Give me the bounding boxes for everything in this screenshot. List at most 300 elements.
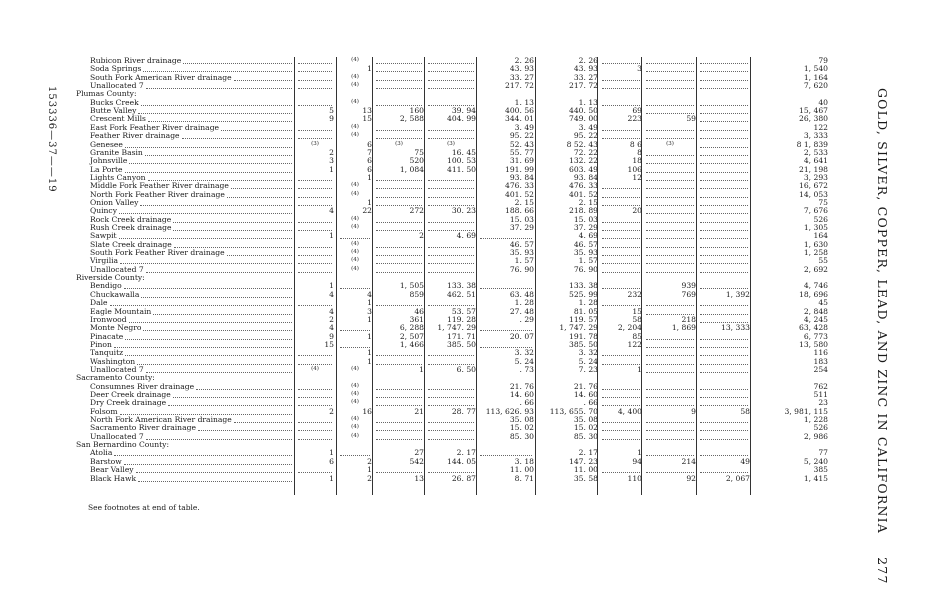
empty-leader — [700, 88, 748, 89]
name-leader — [145, 155, 292, 156]
cell-c8: 223 — [627, 114, 642, 124]
cell-c7: 3. 32 — [578, 348, 598, 358]
row-label: Rush Creek drainage — [90, 223, 172, 232]
cell-c2: 1 — [367, 314, 372, 324]
cell-c7: 440. 50 — [569, 106, 598, 116]
cell-c1: 9 — [329, 331, 334, 341]
row-label: Crescent Mills — [90, 114, 146, 124]
cell-c7: 35. 93 — [573, 248, 598, 258]
cell-c6: 35. 93 — [509, 248, 534, 258]
cell-c4: 39. 94 — [451, 106, 476, 116]
cell-c11: 55 — [818, 256, 828, 266]
row-label: Tanquitz — [90, 348, 124, 358]
cell-c11: 77 — [818, 448, 828, 458]
empty-leader — [646, 372, 694, 373]
empty-leader — [700, 364, 748, 365]
name-leader — [168, 405, 292, 406]
empty-leader — [428, 305, 474, 306]
row-label: South Fork Feather River drainage — [90, 248, 225, 258]
cell-c11: 79 — [818, 56, 828, 65]
name-leader — [141, 105, 292, 106]
cell-c7: 85. 30 — [573, 431, 598, 441]
cell-c11: 116 — [813, 348, 828, 358]
cell-c8: 20 — [632, 206, 642, 216]
cell-c4: 411. 50 — [447, 164, 476, 174]
cell-c7: 1. 57 — [578, 256, 598, 266]
empty-leader — [646, 80, 694, 81]
empty-leader — [428, 422, 474, 423]
cell-c4: 404. 99 — [447, 114, 476, 124]
empty-leader — [602, 188, 640, 189]
cell-c11: 63, 428 — [799, 323, 828, 333]
cell-c6: 35. 08 — [509, 415, 534, 425]
cell-c6: 21. 76 — [509, 381, 534, 391]
cell-c11: 1, 258 — [803, 248, 828, 258]
name-leader — [234, 80, 292, 81]
cell-c3: (3) — [395, 140, 403, 147]
empty-leader — [646, 155, 694, 156]
cell-c11: 8 1, 839 — [796, 139, 828, 149]
empty-leader — [646, 71, 694, 72]
cell-c8: 94 — [632, 456, 642, 466]
name-leader — [173, 230, 292, 231]
cell-c6: 27. 48 — [509, 306, 534, 316]
cell-c8: 2, 204 — [617, 323, 642, 333]
table-row — [0, 82, 942, 90]
empty-leader — [376, 263, 422, 264]
cell-c6: 43. 93 — [509, 64, 534, 74]
cell-c8: 122 — [627, 339, 642, 349]
cell-c11: 1, 415 — [803, 473, 828, 483]
cell-c6: 15. 02 — [509, 423, 534, 433]
empty-leader — [298, 188, 332, 189]
cell-c11: 40 — [818, 97, 828, 107]
name-leader — [227, 197, 292, 198]
cell-c4: 2. 17 — [456, 448, 476, 458]
empty-leader — [298, 180, 332, 181]
row-label: Onion Valley — [90, 197, 139, 207]
cell-c2: (4) — [351, 123, 359, 130]
cell-c6: 85. 30 — [509, 431, 534, 441]
cell-c1: 4 — [329, 206, 334, 216]
row-label: South Fork American River drainage — [90, 72, 232, 82]
cell-c2: 6 — [367, 139, 372, 149]
cell-c9: 218 — [681, 314, 696, 324]
empty-leader — [646, 222, 694, 223]
cell-c2: 4 — [367, 289, 372, 299]
cell-c2: (4) — [351, 432, 359, 439]
name-leader — [198, 430, 292, 431]
empty-leader — [298, 430, 332, 431]
cell-c11: 23 — [818, 398, 828, 408]
cell-c3: 1, 084 — [399, 164, 424, 174]
empty-leader — [700, 105, 748, 106]
empty-leader — [602, 305, 640, 306]
empty-leader — [298, 247, 332, 248]
empty-leader — [428, 263, 474, 264]
cell-c7: 95. 22 — [573, 131, 598, 141]
empty-leader — [428, 439, 474, 440]
empty-leader — [376, 188, 422, 189]
cell-c3: 859 — [409, 289, 424, 299]
empty-leader — [428, 71, 474, 72]
row-label: Riverside County: — [76, 273, 145, 283]
footnote: See footnotes at end of table. — [88, 503, 200, 512]
cell-c6: 3. 32 — [514, 348, 534, 358]
empty-leader — [700, 147, 748, 148]
cell-c11: 2, 692 — [803, 264, 828, 274]
table-row — [0, 458, 942, 466]
empty-leader — [700, 472, 748, 473]
cell-c3: 361 — [409, 314, 424, 324]
cell-c1: (3) — [311, 140, 319, 147]
cell-c2: 1 — [367, 298, 372, 308]
cell-c6: 2. 26 — [514, 56, 534, 65]
cell-c6: . 73 — [519, 364, 534, 374]
empty-leader — [700, 121, 748, 122]
empty-leader — [376, 422, 422, 423]
name-leader — [221, 130, 292, 131]
empty-leader — [602, 430, 640, 431]
cell-c7: 11. 00 — [573, 465, 598, 475]
empty-leader — [700, 222, 748, 223]
cell-c11: 183 — [813, 356, 828, 366]
row-label: Butte Valley — [90, 106, 137, 116]
table-row — [0, 475, 942, 483]
cell-c7: 749. 00 — [569, 114, 598, 124]
cell-c11: 526 — [813, 423, 828, 433]
cell-c4: 133. 38 — [447, 281, 476, 291]
empty-leader — [428, 397, 474, 398]
row-label: Pinon — [90, 339, 112, 349]
cell-c4: 26. 87 — [451, 473, 476, 483]
cell-c2: 1 — [367, 331, 372, 341]
cell-c11: 26, 380 — [799, 114, 828, 124]
cell-c11: 254 — [813, 364, 828, 374]
empty-leader — [646, 130, 694, 131]
row-label: Ironwood — [90, 314, 127, 324]
empty-leader — [602, 355, 640, 356]
row-label: Unallocated 7 — [90, 264, 144, 274]
cell-c3: 2 — [419, 231, 424, 241]
cell-c3: 1, 505 — [399, 281, 424, 291]
empty-leader — [700, 130, 748, 131]
empty-leader — [602, 88, 640, 89]
row-label: North Fork American River drainage — [90, 415, 232, 425]
cell-c7: 119. 57 — [569, 314, 598, 324]
empty-leader — [428, 472, 474, 473]
empty-leader — [602, 63, 640, 64]
cell-c6: 11. 00 — [509, 465, 534, 475]
cell-c2: 13 — [362, 106, 372, 116]
name-leader — [146, 88, 292, 89]
name-leader — [141, 297, 292, 298]
empty-leader — [646, 389, 694, 390]
table-row — [0, 349, 942, 357]
empty-leader — [646, 205, 694, 206]
row-label: Bear Valley — [90, 465, 134, 475]
empty-leader — [376, 439, 422, 440]
empty-leader — [298, 263, 332, 264]
cell-c11: 1, 305 — [803, 223, 828, 232]
cell-c11: 1, 630 — [803, 239, 828, 249]
cell-c6: 8. 71 — [514, 473, 534, 483]
name-leader — [173, 397, 292, 398]
cell-c6: 52. 43 — [509, 139, 534, 149]
empty-leader — [376, 247, 422, 248]
name-leader — [196, 389, 292, 390]
empty-leader — [376, 80, 422, 81]
empty-leader — [340, 347, 370, 348]
cell-c8: 8 6 — [629, 139, 642, 149]
empty-leader — [646, 355, 694, 356]
cell-c4: 28. 77 — [451, 406, 476, 416]
cell-c11: 2, 986 — [803, 431, 828, 441]
cell-c2: (4) — [351, 215, 359, 222]
empty-leader — [700, 339, 748, 340]
cell-c1: 4 — [329, 323, 334, 333]
cell-c2: 2 — [367, 473, 372, 483]
cell-c9: 9 — [691, 406, 696, 416]
empty-leader — [646, 255, 694, 256]
empty-leader — [700, 180, 748, 181]
cell-c6: 476. 33 — [505, 181, 534, 191]
row-label: Granite Basin — [90, 147, 143, 157]
cell-c4: 385. 50 — [447, 339, 476, 349]
cell-c7: 1, 747. 29 — [559, 323, 598, 333]
table-row — [0, 341, 942, 349]
name-leader — [234, 422, 292, 423]
row-label: Unallocated 7 — [90, 81, 144, 91]
cell-c2: 2 — [367, 456, 372, 466]
empty-leader — [700, 138, 748, 139]
row-label: Black Hawk — [90, 473, 137, 483]
cell-c2: (4) — [351, 399, 359, 406]
cell-c6: 37. 29 — [509, 223, 534, 232]
cell-c7: 72. 22 — [573, 147, 598, 157]
cell-c2: (4) — [351, 82, 359, 89]
cell-c11: 18, 696 — [799, 289, 828, 299]
row-label: Feather River drainage — [90, 131, 180, 141]
empty-leader — [428, 63, 474, 64]
cell-c2: (4) — [351, 416, 359, 423]
cell-c2: (4) — [351, 190, 359, 197]
empty-leader — [700, 113, 748, 114]
cell-c4: 171. 71 — [447, 331, 476, 341]
cell-c7: 132. 22 — [569, 156, 598, 166]
cell-c11: 3, 333 — [803, 131, 828, 141]
name-leader — [136, 472, 292, 473]
row-label: Dale — [90, 298, 108, 308]
row-label: East Fork Feather River drainage — [90, 122, 220, 132]
cell-c7: 191. 78 — [569, 331, 598, 341]
row-label: Monte Negro — [90, 323, 142, 333]
cell-c2: (4) — [351, 424, 359, 431]
empty-leader — [298, 355, 332, 356]
cell-c6: 31. 69 — [509, 156, 534, 166]
cell-c7: 133. 38 — [569, 281, 598, 291]
cell-c11: 1, 228 — [803, 415, 828, 425]
empty-leader — [646, 180, 694, 181]
empty-leader — [646, 439, 694, 440]
cell-c9: 769 — [681, 289, 696, 299]
cell-c3: 1, 466 — [399, 339, 424, 349]
cell-c11: 45 — [818, 298, 828, 308]
cell-c10: 58 — [740, 406, 750, 416]
cell-c11: 762 — [813, 381, 828, 391]
cell-c11: 164 — [813, 231, 828, 241]
cell-c6: 3. 18 — [514, 456, 534, 466]
empty-leader — [700, 305, 748, 306]
row-label: Unallocated 7 — [90, 431, 144, 441]
row-label: Johnsville — [90, 156, 128, 166]
cell-c2: 15 — [362, 114, 372, 124]
empty-leader — [340, 455, 370, 456]
cell-c7: 15. 03 — [573, 214, 598, 224]
cell-c8: 110 — [627, 473, 642, 483]
cell-c1: 2 — [329, 314, 334, 324]
row-label: Bucks Creek — [90, 97, 139, 107]
cell-c6: 191. 99 — [505, 164, 534, 174]
empty-leader — [700, 272, 748, 273]
empty-leader — [298, 389, 332, 390]
empty-leader — [340, 288, 370, 289]
empty-leader — [376, 197, 422, 198]
cell-c2: 7 — [367, 147, 372, 157]
cell-c7: 35. 58 — [573, 473, 598, 483]
empty-leader — [376, 71, 422, 72]
cell-c7: 525. 99 — [569, 289, 598, 299]
cell-c6: 76. 90 — [509, 264, 534, 274]
row-label: Genesee — [90, 139, 123, 149]
cell-c6: 1. 57 — [514, 256, 534, 266]
cell-c7: 33. 27 — [573, 72, 598, 82]
cell-c11: 385 — [813, 465, 828, 475]
cell-c4: 100. 53 — [447, 156, 476, 166]
row-label: Atolia — [90, 448, 113, 458]
cell-c7: 385. 50 — [569, 339, 598, 349]
cell-c7: 93. 84 — [573, 172, 598, 182]
empty-leader — [700, 155, 748, 156]
empty-leader — [298, 205, 332, 206]
cell-c7: 217. 72 — [569, 81, 598, 91]
cell-c3: 46 — [414, 306, 424, 316]
table-row — [0, 466, 942, 474]
cell-c6: 33. 27 — [509, 72, 534, 82]
cell-c7: 603. 49 — [569, 164, 598, 174]
cell-c3: 160 — [409, 106, 424, 116]
name-leader — [125, 355, 292, 356]
cell-c3: 75 — [414, 147, 424, 157]
cell-c3: 27 — [414, 448, 424, 458]
empty-leader — [298, 222, 332, 223]
empty-leader — [602, 247, 640, 248]
row-label: Washington — [90, 356, 136, 366]
name-leader — [227, 255, 292, 256]
row-label: Barstow — [90, 456, 122, 466]
empty-leader — [298, 130, 332, 131]
empty-leader — [376, 430, 422, 431]
empty-leader — [700, 439, 748, 440]
cell-c11: 7, 676 — [803, 206, 828, 216]
cell-c11: 1, 540 — [803, 64, 828, 74]
cell-c8: 8 — [637, 147, 642, 157]
cell-c11: 75 — [818, 197, 828, 207]
cell-c11: 16, 672 — [799, 181, 828, 191]
cell-c7: 476. 33 — [569, 181, 598, 191]
row-label: Rubicon River drainage — [90, 56, 182, 65]
cell-c4: 30. 23 — [451, 206, 476, 216]
empty-leader — [700, 238, 748, 239]
cell-c4: 6. 50 — [456, 364, 476, 374]
cell-c11: 21, 198 — [799, 164, 828, 174]
empty-leader — [376, 180, 422, 181]
empty-leader — [602, 422, 640, 423]
name-leader — [231, 188, 292, 189]
cell-c10: 1, 392 — [725, 289, 750, 299]
cell-c9: (3) — [666, 140, 674, 147]
empty-leader — [602, 255, 640, 256]
cell-c10: 13, 333 — [721, 323, 750, 333]
cell-c11: 4, 641 — [803, 156, 828, 166]
row-label: Sacramento River drainage — [90, 423, 196, 433]
name-leader — [137, 364, 292, 365]
empty-leader — [700, 213, 748, 214]
cell-c8: 106 — [627, 164, 642, 174]
cell-c3: 21 — [414, 406, 424, 416]
cell-c7: 37. 29 — [573, 223, 598, 232]
cell-c11: 511 — [813, 390, 828, 399]
cell-c11: 3, 293 — [803, 172, 828, 182]
cell-c11: 2, 848 — [803, 306, 828, 316]
cell-c6: 5. 24 — [514, 356, 534, 366]
cell-c6: 217. 72 — [505, 81, 534, 91]
empty-leader — [646, 364, 694, 365]
cell-c7: 81. 05 — [573, 306, 598, 316]
row-label: Middle Fork Feather River drainage — [90, 181, 229, 191]
empty-leader — [298, 305, 332, 306]
cell-c1: 2 — [329, 406, 334, 416]
cell-c2: (4) — [351, 224, 359, 230]
cell-c6: 55. 77 — [509, 147, 534, 157]
name-leader — [124, 288, 292, 289]
name-leader — [129, 163, 292, 164]
cell-c2: 1 — [367, 172, 372, 182]
empty-leader — [646, 305, 694, 306]
empty-leader — [376, 63, 422, 64]
empty-leader — [700, 80, 748, 81]
cell-c7: 1. 13 — [578, 97, 598, 107]
cell-c7: 76. 90 — [573, 264, 598, 274]
row-label: Eagle Mountain — [90, 306, 152, 316]
cell-c6: 46. 57 — [509, 239, 534, 249]
cell-c11: 13, 580 — [799, 339, 828, 349]
table-row — [0, 191, 942, 199]
name-leader — [110, 305, 292, 306]
empty-leader — [298, 63, 332, 64]
cell-c1: 1 — [329, 473, 334, 483]
empty-leader — [298, 255, 332, 256]
row-label: Slate Creek drainage — [90, 239, 172, 249]
empty-leader — [700, 347, 748, 348]
cell-c7: 7. 23 — [578, 364, 598, 374]
name-leader — [125, 172, 292, 173]
cell-c3: 520 — [409, 156, 424, 166]
empty-leader — [646, 397, 694, 398]
cell-c1: 1 — [329, 448, 334, 458]
cell-c2: (4) — [351, 57, 359, 63]
empty-leader — [602, 230, 640, 231]
